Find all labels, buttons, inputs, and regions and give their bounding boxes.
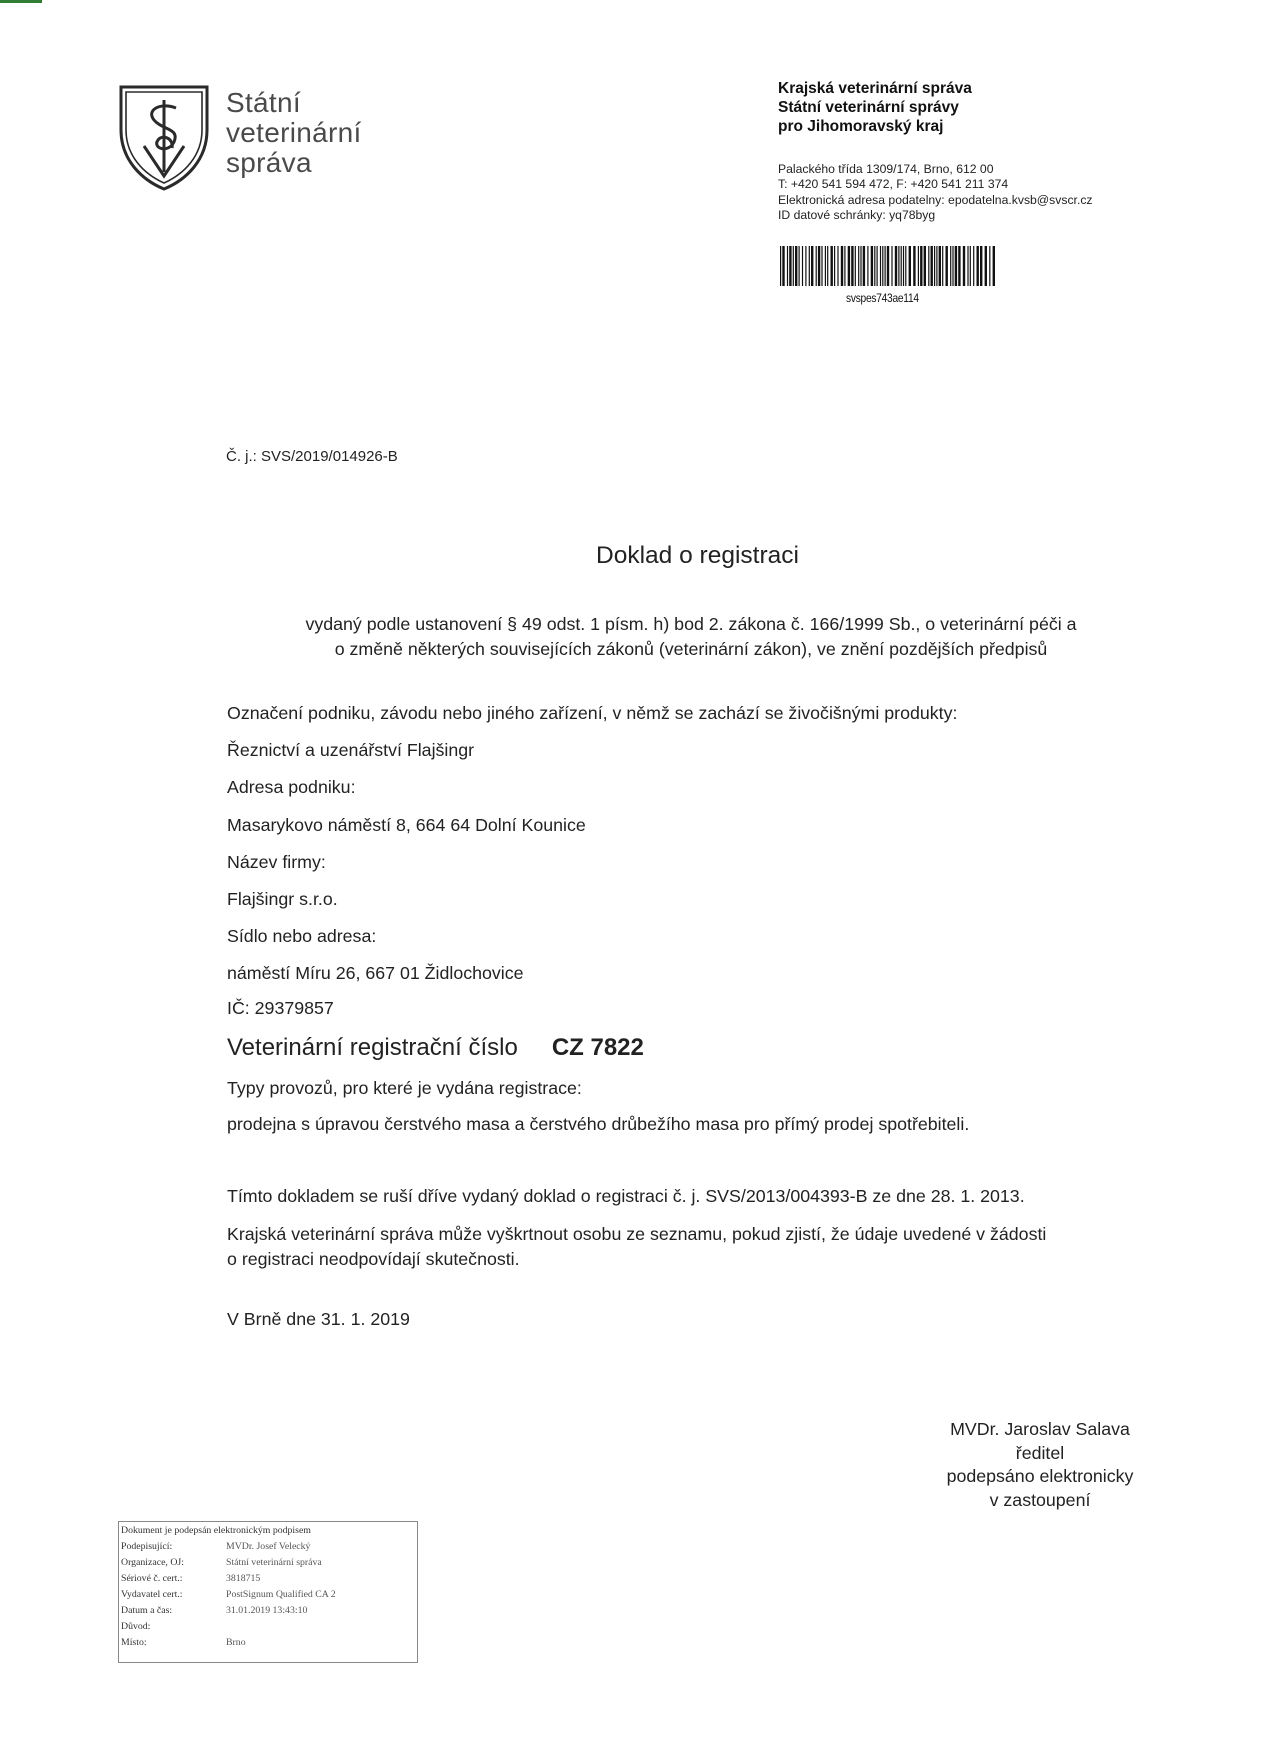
barcode-bar: [970, 246, 971, 286]
barcode-bar: [885, 246, 886, 286]
corner-mark: [0, 0, 42, 3]
barcode-bar: [851, 246, 853, 286]
stamp-key: Organizace, OJ:: [121, 1557, 184, 1568]
signatory-role: ředitel: [1015, 1442, 1065, 1463]
address-value: Masarykovo náměstí 8, 664 64 Dolní Kounice: [227, 815, 586, 835]
stamp-value: PostSignum Qualified CA 2: [226, 1589, 336, 1600]
stamp-row: [121, 1621, 226, 1632]
contact-address: Palackého třída 1309/174, Brno, 612 00: [778, 162, 994, 176]
removal-note-line-2: o registraci neodpovídají skutečnosti.: [227, 1249, 520, 1269]
operation-types-value: prodejna s úpravou čerstvého masa a čerstvého drůbežího masa pro přímý prodej spotřebiteli.: [227, 1114, 970, 1134]
barcode-bar: [837, 246, 838, 286]
barcode-bar: [973, 246, 974, 286]
barcode-bar: [895, 246, 897, 286]
barcode-bar: [887, 246, 889, 286]
legal-basis-line-2: o změně některých souvisejících zákonů (veterinární zákon), ve znění pozdějších předpisů: [334, 639, 1048, 659]
barcode-bar: [989, 246, 990, 286]
operation-types-label: Typy provozů, pro které je vydána registrace:: [227, 1078, 582, 1098]
barcode-bar: [909, 246, 911, 286]
barcode-bar: [939, 246, 941, 286]
barcode-bar: [809, 246, 810, 286]
barcode-bar: [811, 246, 813, 286]
signatory-name: MVDr. Jaroslav Salava: [950, 1419, 1130, 1439]
authority-line-2: Státní veterinární správy: [778, 99, 959, 116]
authority-line-3: pro Jihomoravský kraj: [778, 118, 944, 135]
barcode-bar: [855, 246, 856, 286]
barcode-bar: [905, 246, 906, 286]
barcode-bar: [967, 246, 968, 286]
barcode-bar: [924, 246, 926, 286]
logo-wordmark: [226, 88, 362, 178]
removal-note-line-1: Krajská veterinární správa může vyškrtnout osobu ze seznamu, pokud zjistí, že údaje uvedené v žádosti: [227, 1224, 1047, 1244]
stamp-row: [121, 1605, 307, 1616]
address-label: Adresa podniku:: [227, 777, 356, 797]
barcode-bar: [931, 246, 933, 286]
barcode-bar: [799, 246, 800, 286]
logo-line-2: veterinární: [226, 117, 362, 148]
contact-databox: ID datové schránky: yq78byg: [778, 207, 936, 222]
stamp-row: [121, 1557, 322, 1568]
barcode-bar: [782, 246, 784, 286]
barcode-bar: [955, 246, 957, 286]
logo-line-3: správa: [226, 147, 312, 178]
barcode-bar: [891, 246, 892, 286]
stamp-key: Datum a čas:: [121, 1605, 173, 1616]
barcode-bar: [793, 246, 794, 286]
barcode-bar: [874, 246, 875, 286]
removal-note: [227, 1222, 1177, 1272]
barcode-bar: [913, 246, 915, 286]
barcode-bar: [901, 246, 902, 286]
logo-line-1: Státní: [226, 87, 301, 118]
barcode-bar: [805, 246, 806, 286]
barcode-bar: [993, 246, 995, 286]
barcode-bar: [942, 246, 943, 286]
signed-on-behalf: v zastoupení: [989, 1489, 1091, 1510]
contact-block: [778, 162, 1093, 223]
barcode-bar: [918, 246, 919, 286]
barcode-bar: [860, 246, 861, 286]
barcode-bar: [834, 246, 835, 286]
barcode-bar: [903, 246, 904, 286]
barcode-bar: [848, 246, 850, 286]
barcode-bar: [867, 246, 868, 286]
stamp-key: Sériové č. cert.:: [121, 1573, 183, 1584]
stamp-value: 3818715: [226, 1573, 261, 1584]
barcode-bar: [863, 246, 865, 286]
company-value: Flajšingr s.r.o.: [227, 889, 338, 909]
barcode-bar: [985, 246, 987, 286]
authority-name: [778, 79, 972, 136]
svs-shield-logo-icon: [118, 84, 210, 192]
authority-line-1: Krajská veterinární správa: [778, 80, 972, 97]
barcode-bar: [789, 246, 791, 286]
barcode-bar: [952, 246, 953, 286]
barcode-bar: [920, 246, 922, 286]
stamp-row: [121, 1573, 260, 1584]
barcode-bar: [827, 246, 828, 286]
barcode-bar: [882, 246, 883, 286]
seat-value: náměstí Míru 26, 667 01 Židlochovice: [227, 963, 524, 983]
barcode-label: svspes743ae114: [846, 291, 919, 305]
legal-basis: [226, 612, 1156, 662]
stamp-row: [121, 1541, 310, 1552]
esignature-stamp: [118, 1521, 418, 1663]
barcode-bar: [787, 246, 788, 286]
stamp-value: 31.01.2019 13:43:10: [226, 1605, 308, 1616]
barcode-bar: [818, 246, 820, 286]
contact-email: Elektronická adresa podatelny: epodatelna.kvsb@svscr.cz: [778, 192, 1093, 207]
barcode-bar: [821, 246, 822, 286]
stamp-value: Státní veterinární správa: [226, 1557, 322, 1568]
barcode-bar: [936, 246, 937, 286]
barcode-bar: [980, 246, 982, 286]
barcode-bar: [950, 246, 951, 286]
barcode-bar: [825, 246, 826, 286]
stamp-value: MVDr. Josef Velecký: [226, 1541, 311, 1552]
barcode-bar: [841, 246, 843, 286]
barcode-bar: [780, 246, 781, 286]
facility-label: Označení podniku, závodu nebo jiného zařízení, v němž se zachází se živočišnými produkty:: [227, 703, 958, 723]
barcode-bar: [816, 246, 817, 286]
barcode-bar: [958, 246, 960, 286]
barcode-bar: [963, 246, 965, 286]
legal-basis-line-1: vydaný podle ustanovení § 49 odst. 1 písm. h) bod 2. zákona č. 166/1999 Sb., o veterinární péči a: [305, 614, 1077, 634]
contact-phone: T: +420 541 594 472, F: +420 541 211 374: [778, 177, 1009, 192]
stamp-key: Důvod:: [121, 1621, 151, 1632]
barcode-bar: [928, 246, 929, 286]
stamp-key: Vydavatel cert.:: [121, 1589, 183, 1600]
registration-number: CZ 7822: [551, 1034, 644, 1061]
document-title: Doklad o registraci: [596, 542, 799, 569]
signature-block: [900, 1418, 1180, 1512]
seat-label: Sídlo nebo adresa:: [227, 926, 377, 946]
signed-electronically: podepsáno elektronicky: [946, 1466, 1134, 1486]
barcode-bar: [934, 246, 935, 286]
stamp-value: Brno: [226, 1637, 246, 1648]
barcode-bar: [898, 246, 899, 286]
stamp-key: Místo:: [121, 1637, 147, 1648]
stamp-key: Podepisující:: [121, 1541, 173, 1552]
barcode-bar: [844, 246, 845, 286]
barcode-bar: [831, 246, 833, 286]
barcode-bar: [977, 246, 979, 286]
ico-number: IČ: 29379857: [227, 998, 334, 1018]
stamp-row: [121, 1589, 336, 1600]
barcode-bar: [795, 246, 797, 286]
facility-value: Řeznictví a uzenářství Flajšingr: [227, 740, 475, 760]
barcode-bar: [946, 246, 948, 286]
barcode-bar: [880, 246, 881, 286]
document-barcode: [780, 246, 998, 286]
place-and-date: V Brně dne 31. 1. 2019: [227, 1309, 410, 1329]
registration-number-line: [227, 1034, 644, 1062]
registration-label: Veterinární registrační číslo: [227, 1034, 518, 1061]
cancellation-note: Tímto dokladem se ruší dříve vydaný doklad o registraci č. j. SVS/2013/004393-B ze dne 28. 1. 2013.: [227, 1186, 1025, 1206]
stamp-header: Dokument je podepsán elektronickým podpisem: [121, 1525, 311, 1536]
barcode-bar: [877, 246, 878, 286]
barcode-bar: [802, 246, 803, 286]
barcode-bar: [871, 246, 873, 286]
reference-number: Č. j.: SVS/2019/014926-B: [226, 448, 398, 465]
stamp-row: [121, 1637, 246, 1648]
barcode-bar: [858, 246, 859, 286]
company-label: Název firmy:: [227, 852, 326, 872]
